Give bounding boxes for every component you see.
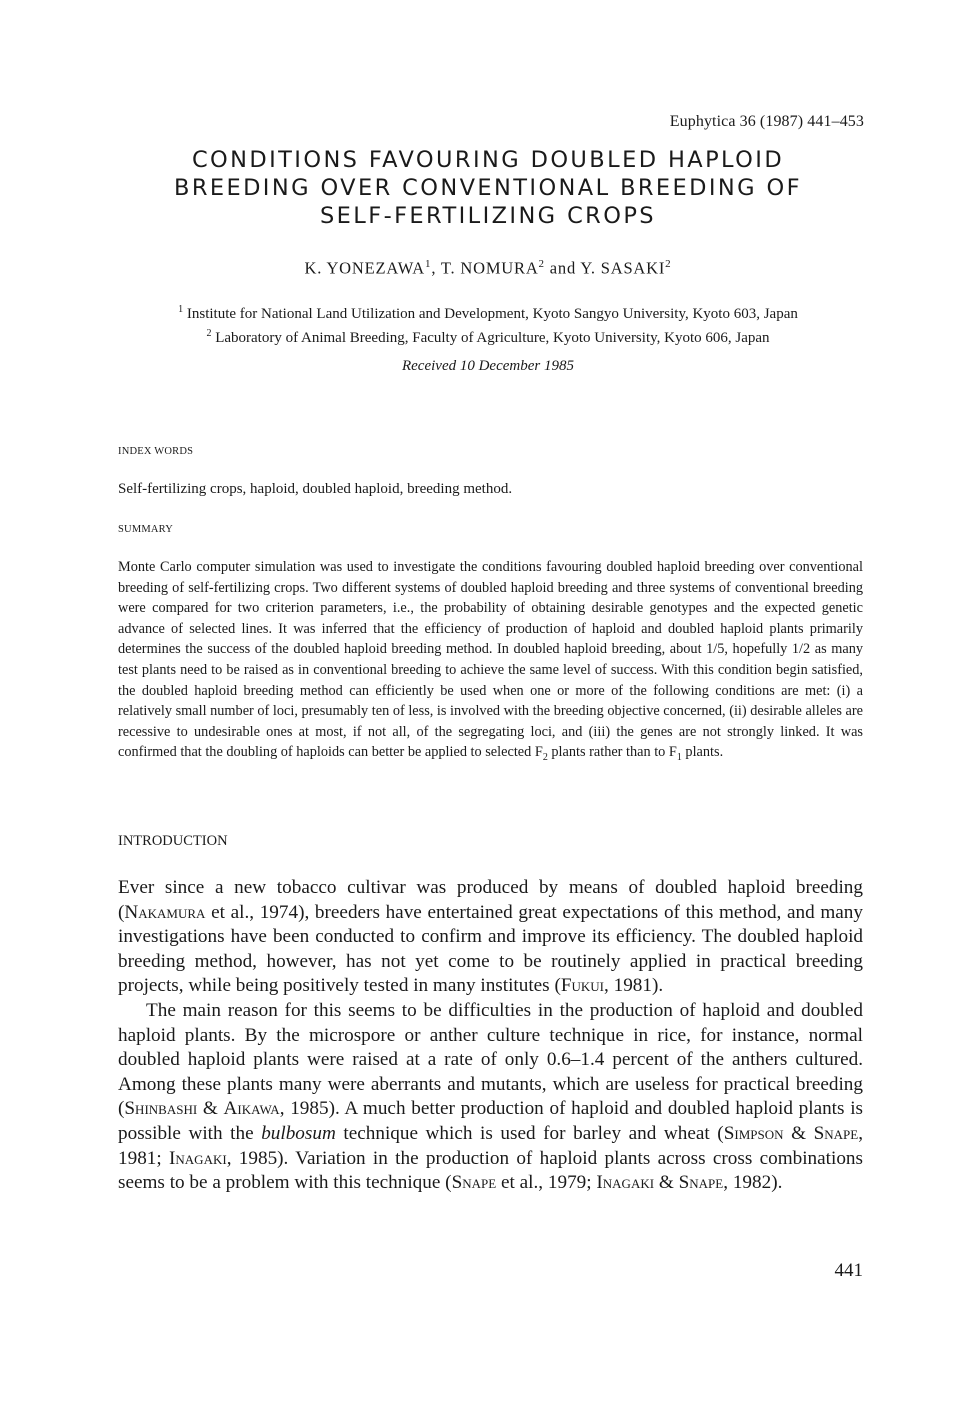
received-date: Received 10 December 1985 [401, 358, 574, 374]
subscript: 1 [676, 752, 682, 764]
summary-segment: plants. [681, 744, 724, 761]
italic-term: bulbosum [261, 1122, 336, 1144]
affiliation [100, 300, 876, 324]
introduction-body [118, 876, 863, 1196]
text-segment: technique which is used for barley and wheat ( [335, 1122, 724, 1144]
title-line: BREEDING OVER CONVENTIONAL BREEDING OF [173, 175, 802, 201]
citation-author: Snape [451, 1172, 497, 1194]
text-segment: & [783, 1122, 814, 1144]
affiliation-number: 2 [206, 328, 212, 339]
citation-author: Aikawa [223, 1098, 280, 1120]
text-segment: , 1985). Variation in the production of haploid plants across cross combinations seems to be a problem with this technique ( [118, 1147, 863, 1194]
citation-author: Inagaki [169, 1147, 227, 1169]
text-segment: The main reason for this seems to be difficulties in the production of haploid and doubled haploid plants. By the microspore or anther culture technique in rice, for instance, normal doubled haploid plants were raised at a rate of only 0.6–1.4 percent of the anthers cultured. Among these plants many were aberrants and mutants, which are useless for practical breeding ( [118, 999, 863, 1120]
citation-author: Simpson [723, 1122, 784, 1144]
index-words-heading: INDEX WORDS [118, 446, 194, 457]
affiliation-marker: 1 [425, 258, 432, 270]
text-segment: et al., 1974), breeders have entertained great expectations of this method, and many investigations have been conducted to confirm and improve its efficiency. The doubled haploid breeding method, however, has not yet come to be routinely applied in practical breeding projects, while being positively tested in many institutes ( [118, 901, 863, 997]
summary-heading: SUMMARY [118, 524, 174, 535]
page-number: 441 [834, 1260, 863, 1281]
affiliation [100, 324, 876, 348]
author-separator: and [544, 258, 581, 278]
author-separator: , [431, 258, 441, 278]
title-line: SELF-FERTILIZING CROPS [320, 203, 656, 229]
journal-reference: Euphytica 36 (1987) 441–453 [669, 113, 864, 130]
text-segment: , 1982). [723, 1172, 783, 1194]
author-name: T. NOMURA [440, 258, 539, 278]
author-name: Y. SASAKI [580, 258, 666, 278]
affiliation-number: 1 [178, 304, 184, 315]
author-list [100, 258, 876, 279]
introduction-heading: INTRODUCTION [118, 833, 228, 849]
summary-segment: Monte Carlo computer simulation was used to investigate the conditions favouring doubled haploid breeding over conventional breeding of self-fertilizing crops. Two different systems of doubled haploid breeding and three systems of conventional breeding were compared for two criterion parameters, i.e., the probability of obtaining desirable genotypes and the expected genetic advance of selected lines. It was inferred that the efficiency of production of haploid and doubled haploid plants primarily determines the success of the doubled haploid breeding method. In doubled haploid breeding, about 1/5, hopefully 1/2 as many test plants need to be raised as in conventional breeding to achieve the same level of success. With this condition begin satisfied, the doubled haploid breeding method can efficiently be used when one or more of the following conditions are met: (i) a relatively small number of loci, presumably ten of less, is involved with the breeding objective concerned, (ii) desirable alleles are recessive to undesirable ones at most, if not all, of the segregating loci, and (iii) the genes are not strongly linked. It was confirmed that the doubling of haploids can better be applied to selected F [118, 559, 863, 761]
citation-author: Nakamura [124, 901, 206, 923]
index-words-text: Self-fertilizing crops, haploid, doubled haploid, breeding method. [118, 481, 513, 497]
affiliation-marker: 2 [665, 258, 672, 270]
text-segment: & [197, 1098, 224, 1120]
subscript: 2 [542, 752, 548, 764]
text-segment: & [654, 1172, 679, 1194]
citation-author: Inagaki [596, 1172, 655, 1194]
title-line: CONDITIONS FAVOURING DOUBLED HAPLOID [191, 147, 785, 173]
text-segment: , 1981; [118, 1122, 863, 1169]
text-segment: et al., 1979; [496, 1172, 597, 1194]
affiliations [100, 300, 876, 348]
affiliation-text: Laboratory of Animal Breeding, Faculty of Agriculture, Kyoto University, Kyoto 606, Japan [215, 330, 770, 346]
text-segment: Ever since a new tobacco cultivar was produced by means of doubled haploid breeding ( [118, 877, 863, 923]
summary-text [118, 557, 863, 769]
affiliation-marker: 2 [538, 258, 545, 270]
intro-paragraph [118, 876, 863, 999]
paper-title [100, 146, 876, 230]
text-segment: , 1985). A much better production of haploid and doubled haploid plants is possible with the [118, 1098, 863, 1144]
text-segment: , 1981). [604, 975, 664, 997]
citation-author: Fukui [560, 975, 605, 997]
citation-author: Shinbashi [124, 1098, 198, 1120]
affiliation-text: Institute for National Land Utilization and Development, Kyoto Sangyo University, Kyoto 603, Japan [186, 306, 798, 322]
intro-paragraph [118, 999, 863, 1196]
summary-segment: plants rather than to F [547, 744, 677, 761]
author-name: K. YONEZAWA [304, 258, 426, 278]
citation-author: Snape [813, 1122, 859, 1144]
citation-author: Snape [678, 1172, 724, 1194]
